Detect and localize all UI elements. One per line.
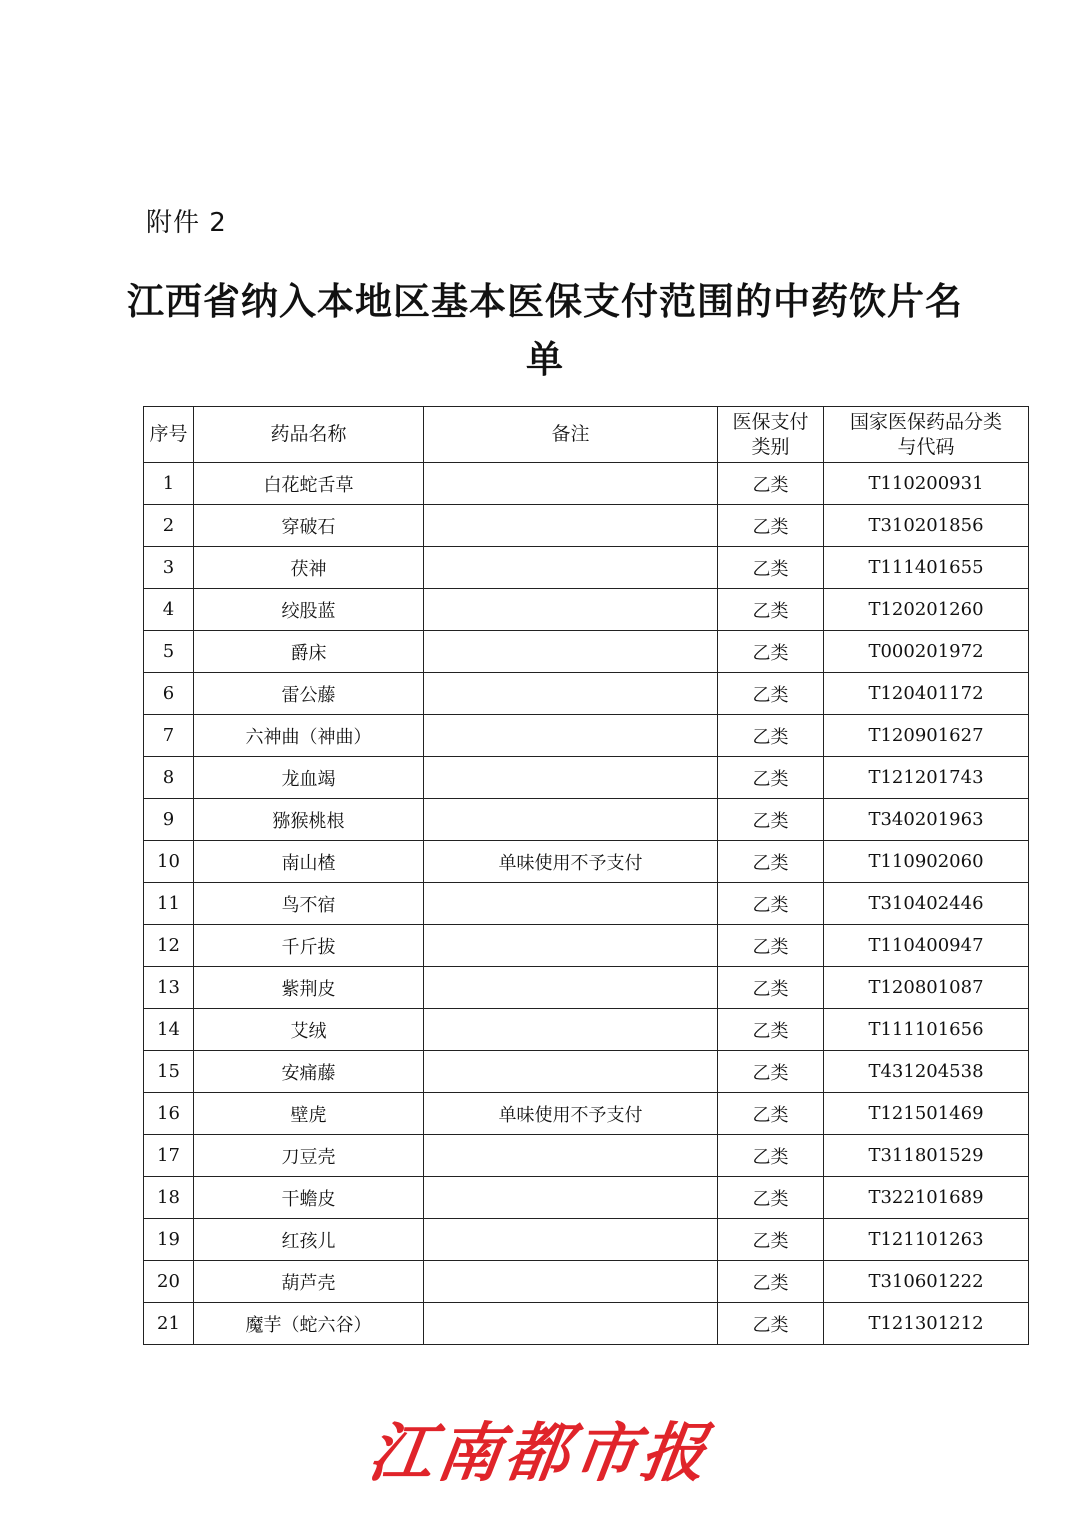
cell-remark: [424, 1009, 718, 1051]
cell-national-code: T120401172: [824, 673, 1029, 715]
table-row: [144, 463, 1029, 505]
cell-national-code: T110902060: [824, 841, 1029, 883]
cell-drug-name: 安痛藤: [194, 1051, 424, 1093]
cell-national-code: T121301212: [824, 1303, 1029, 1345]
header-national-code-line1: 国家医保药品分类: [849, 410, 1002, 433]
cell-remark: [424, 799, 718, 841]
table-row: [144, 673, 1029, 715]
cell-remark: [424, 631, 718, 673]
cell-national-code: T310201856: [824, 505, 1029, 547]
cell-payment-category: 乙类: [718, 589, 824, 631]
cell-national-code: T120801087: [824, 967, 1029, 1009]
cell-payment-category: 乙类: [718, 1303, 824, 1345]
cell-remark: [424, 1177, 718, 1219]
table-row: [144, 925, 1029, 967]
cell-remark: [424, 967, 718, 1009]
cell-remark: [424, 673, 718, 715]
cell-index: 2: [144, 505, 194, 547]
table-row: [144, 967, 1029, 1009]
cell-payment-category: 乙类: [718, 1009, 824, 1051]
cell-drug-name: 南山楂: [194, 841, 424, 883]
cell-remark: [424, 1219, 718, 1261]
header-national-code: [824, 407, 1029, 463]
table-row: [144, 715, 1029, 757]
cell-index: 5: [144, 631, 194, 673]
cell-remark: 单味使用不予支付: [424, 1093, 718, 1135]
table-row: [144, 757, 1029, 799]
cell-remark: [424, 463, 718, 505]
table-row: [144, 1261, 1029, 1303]
table-row: [144, 799, 1029, 841]
cell-remark: [424, 883, 718, 925]
cell-remark: [424, 715, 718, 757]
header-drug-name: 药品名称: [194, 407, 424, 463]
cell-national-code: T110200931: [824, 463, 1029, 505]
cell-payment-category: 乙类: [718, 1261, 824, 1303]
cell-remark: [424, 1135, 718, 1177]
cell-index: 15: [144, 1051, 194, 1093]
cell-index: 16: [144, 1093, 194, 1135]
cell-index: 18: [144, 1177, 194, 1219]
cell-index: 6: [144, 673, 194, 715]
table-row: [144, 1093, 1029, 1135]
header-national-code-line2: 与代码: [897, 435, 955, 458]
cell-remark: [424, 1051, 718, 1093]
header-payment-category: [718, 407, 824, 463]
cell-remark: [424, 1303, 718, 1345]
cell-drug-name: 艾绒: [194, 1009, 424, 1051]
table-row: [144, 1219, 1029, 1261]
table-row: [144, 589, 1029, 631]
cell-national-code: T310601222: [824, 1261, 1029, 1303]
cell-drug-name: 绞股蓝: [194, 589, 424, 631]
cell-index: 11: [144, 883, 194, 925]
header-payment-category-line2: 类别: [751, 435, 790, 458]
table-row: [144, 1177, 1029, 1219]
drug-list-table: [143, 406, 1029, 1345]
cell-drug-name: 雷公藤: [194, 673, 424, 715]
cell-payment-category: 乙类: [718, 841, 824, 883]
cell-drug-name: 魔芋（蛇六谷）: [194, 1303, 424, 1345]
table-row: [144, 1009, 1029, 1051]
header-index: 序号: [144, 407, 194, 463]
cell-index: 19: [144, 1219, 194, 1261]
cell-national-code: T120901627: [824, 715, 1029, 757]
cell-payment-category: 乙类: [718, 505, 824, 547]
cell-drug-name: 爵床: [194, 631, 424, 673]
cell-index: 13: [144, 967, 194, 1009]
cell-payment-category: 乙类: [718, 1177, 824, 1219]
newspaper-logo: 江南都市报: [363, 1416, 715, 1491]
cell-national-code: T340201963: [824, 799, 1029, 841]
cell-payment-category: 乙类: [718, 925, 824, 967]
cell-drug-name: 紫荆皮: [194, 967, 424, 1009]
cell-national-code: T121201743: [824, 757, 1029, 799]
cell-remark: [424, 1261, 718, 1303]
cell-remark: [424, 925, 718, 967]
table-row: [144, 883, 1029, 925]
header-payment-category-line1: 医保支付: [732, 410, 809, 433]
cell-index: 21: [144, 1303, 194, 1345]
cell-payment-category: 乙类: [718, 673, 824, 715]
attachment-label: 附件 2: [146, 208, 227, 238]
cell-index: 10: [144, 841, 194, 883]
header-remark: 备注: [424, 407, 718, 463]
cell-national-code: T121101263: [824, 1219, 1029, 1261]
cell-payment-category: 乙类: [718, 547, 824, 589]
cell-remark: [424, 757, 718, 799]
cell-index: 3: [144, 547, 194, 589]
cell-payment-category: 乙类: [718, 967, 824, 1009]
cell-index: 1: [144, 463, 194, 505]
cell-payment-category: 乙类: [718, 463, 824, 505]
cell-index: 14: [144, 1009, 194, 1051]
cell-drug-name: 壁虎: [194, 1093, 424, 1135]
cell-national-code: T110400947: [824, 925, 1029, 967]
cell-drug-name: 六神曲（神曲）: [194, 715, 424, 757]
cell-national-code: T311801529: [824, 1135, 1029, 1177]
cell-index: 12: [144, 925, 194, 967]
cell-national-code: T000201972: [824, 631, 1029, 673]
cell-national-code: T120201260: [824, 589, 1029, 631]
cell-payment-category: 乙类: [718, 1135, 824, 1177]
cell-payment-category: 乙类: [718, 883, 824, 925]
cell-drug-name: 刀豆壳: [194, 1135, 424, 1177]
cell-drug-name: 红孩儿: [194, 1219, 424, 1261]
cell-index: 9: [144, 799, 194, 841]
cell-drug-name: 干蟾皮: [194, 1177, 424, 1219]
cell-drug-name: 白花蛇舌草: [194, 463, 424, 505]
cell-drug-name: 猕猴桃根: [194, 799, 424, 841]
cell-payment-category: 乙类: [718, 757, 824, 799]
table-row: [144, 631, 1029, 673]
table-row: [144, 505, 1029, 547]
cell-national-code: T310402446: [824, 883, 1029, 925]
cell-remark: [424, 589, 718, 631]
cell-drug-name: 千斤拔: [194, 925, 424, 967]
document-title-line2: 单: [526, 337, 564, 381]
cell-payment-category: 乙类: [718, 715, 824, 757]
cell-index: 17: [144, 1135, 194, 1177]
table-row: [144, 841, 1029, 883]
cell-index: 20: [144, 1261, 194, 1303]
table-row: [144, 1135, 1029, 1177]
cell-payment-category: 乙类: [718, 799, 824, 841]
cell-index: 8: [144, 757, 194, 799]
cell-drug-name: 鸟不宿: [194, 883, 424, 925]
cell-payment-category: 乙类: [718, 631, 824, 673]
table-row: [144, 1303, 1029, 1345]
cell-index: 4: [144, 589, 194, 631]
cell-payment-category: 乙类: [718, 1093, 824, 1135]
cell-drug-name: 穿破石: [194, 505, 424, 547]
cell-national-code: T111101656: [824, 1009, 1029, 1051]
cell-national-code: T111401655: [824, 547, 1029, 589]
cell-payment-category: 乙类: [718, 1051, 824, 1093]
table-body: [144, 463, 1029, 1345]
cell-drug-name: 茯神: [194, 547, 424, 589]
cell-national-code: T121501469: [824, 1093, 1029, 1135]
cell-payment-category: 乙类: [718, 1219, 824, 1261]
table-header-row: [144, 407, 1029, 463]
document-title: [120, 272, 970, 388]
table-row: [144, 547, 1029, 589]
cell-national-code: T431204538: [824, 1051, 1029, 1093]
cell-drug-name: 葫芦壳: [194, 1261, 424, 1303]
cell-drug-name: 龙血竭: [194, 757, 424, 799]
cell-index: 7: [144, 715, 194, 757]
document-title-line1: 江西省纳入本地区基本医保支付范围的中药饮片名: [127, 279, 963, 323]
cell-national-code: T322101689: [824, 1177, 1029, 1219]
cell-remark: [424, 505, 718, 547]
table-row: [144, 1051, 1029, 1093]
cell-remark: 单味使用不予支付: [424, 841, 718, 883]
cell-remark: [424, 547, 718, 589]
